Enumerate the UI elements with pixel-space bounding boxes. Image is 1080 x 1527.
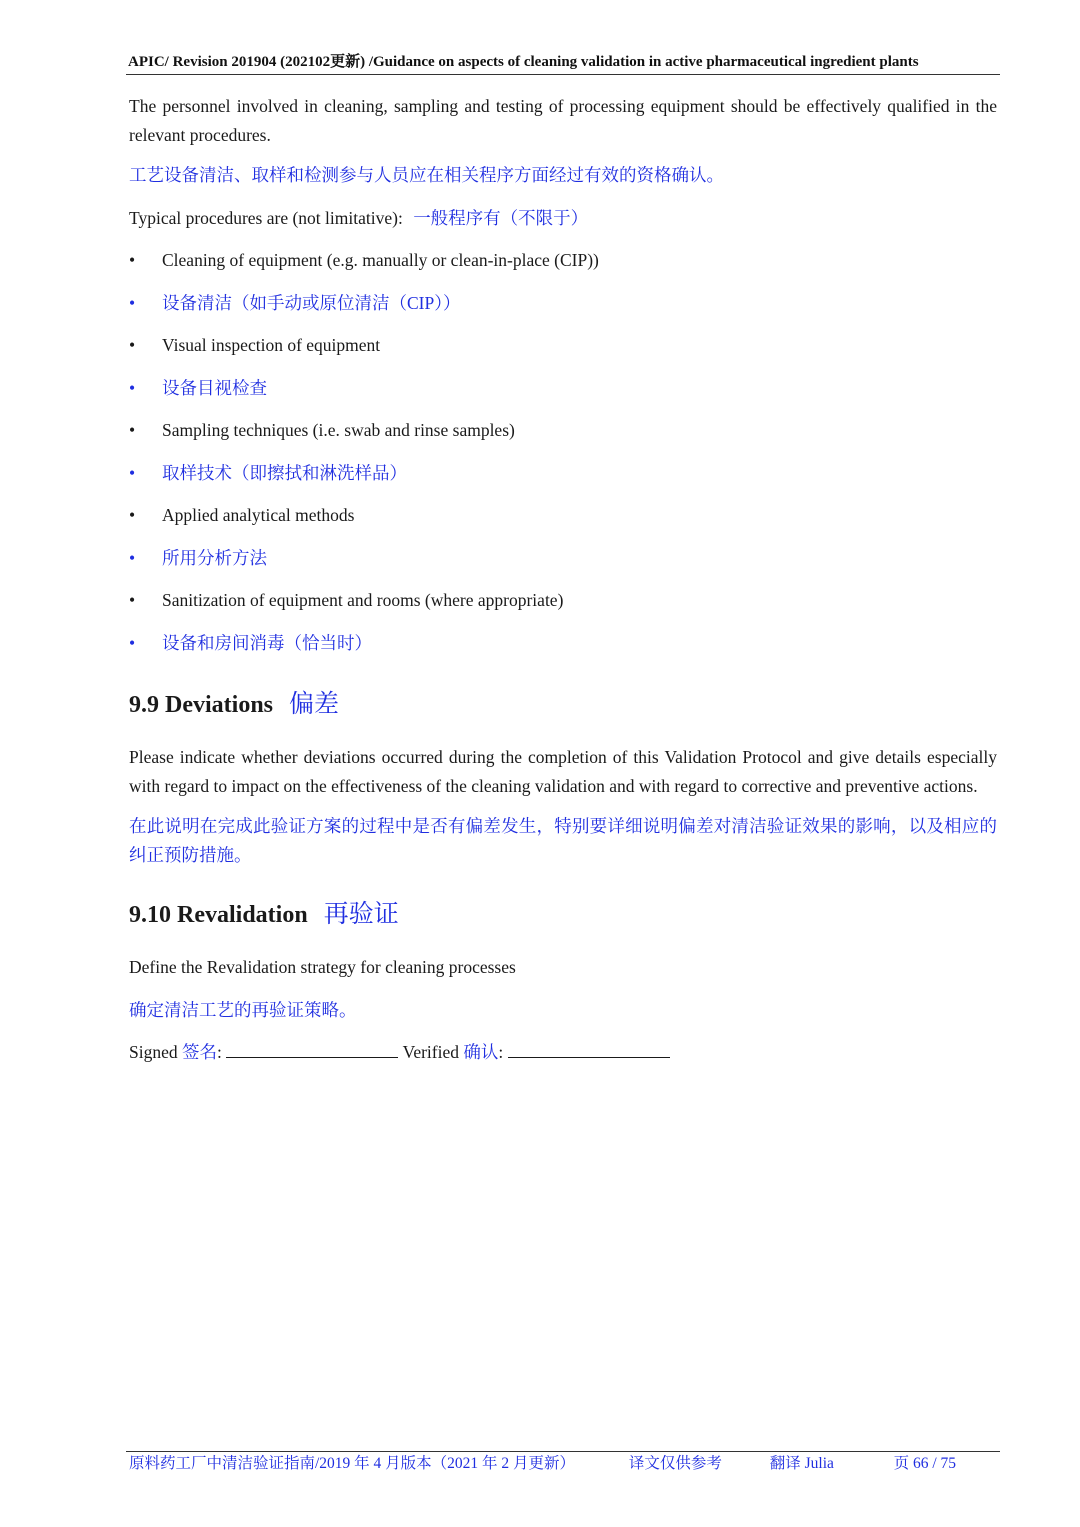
footer-page-number: 页 66 / 75 (893, 1455, 957, 1472)
footer-translator: 翻译 Julia (769, 1455, 834, 1472)
list-item-text-en: Visual inspection of equipment (162, 335, 381, 355)
deviations-paragraph-cn: 在此说明在完成此验证方案的过程中是否有偏差发生，特别要详细说明偏差对清洁验证效果的影响，以及相应的纠正预防措施。 (129, 816, 997, 865)
list-item (129, 374, 997, 403)
intro-paragraph-cn: 工艺设备清洁、取样和检测参与人员应在相关程序方面经过有效的资格确认。 (129, 165, 724, 185)
footer-title: 原料药工厂中清洁验证指南/2019 年 4 月版本（2021 年 2 月更新） (129, 1455, 576, 1472)
typical-procedures-line (129, 204, 997, 233)
list-item (129, 501, 997, 530)
verified-colon: : (498, 1042, 504, 1062)
verified-label-en: Verified (402, 1042, 459, 1062)
page-content (129, 92, 997, 1067)
signature-line (129, 1038, 997, 1067)
section-heading-revalidation (129, 899, 997, 931)
procedure-list (129, 246, 997, 657)
section-heading-en: 9.10 Revalidation (129, 902, 308, 928)
list-item-text-cn: 设备清洁（如手动或原位清洁（CIP）） (162, 292, 461, 313)
bullet-marker: • (129, 632, 136, 653)
bullet-marker: • (129, 547, 136, 568)
bullet-marker: • (129, 590, 136, 610)
signed-blank-field[interactable] (226, 1039, 398, 1058)
bullet-marker: • (129, 250, 136, 270)
list-item-text-en: Cleaning of equipment (e.g. manually or clean-in-place (CIP)) (162, 250, 599, 270)
signed-colon: : (217, 1042, 222, 1062)
intro-paragraph-en: The personnel involved in cleaning, sampling and testing of processing equipment should be effectively qualified in the relevant procedures. (129, 96, 997, 145)
bullet-marker: • (129, 292, 136, 313)
typical-procedures-cn: 一般程序有（不限于） (413, 207, 589, 228)
bullet-marker: • (129, 335, 136, 355)
footer-divider (126, 1451, 1000, 1452)
running-header: APIC/ Revision 201904 (202102更新) /Guidance on aspects of cleaning validation in active pharmaceutical ingredient plants (128, 54, 919, 70)
revalidation-paragraph-en: Define the Revalidation strategy for cleaning processes (129, 957, 516, 977)
bullet-marker: • (129, 420, 136, 440)
list-item (129, 459, 997, 488)
verified-blank-field[interactable] (508, 1039, 670, 1058)
verified-label-cn: 确认 (463, 1042, 499, 1062)
list-item-text-en: Sanitization of equipment and rooms (where appropriate) (162, 590, 564, 610)
list-item-text-en: Applied analytical methods (162, 505, 355, 525)
list-item (129, 629, 997, 658)
list-item (129, 246, 997, 275)
deviations-paragraph-en: Please indicate whether deviations occurred during the completion of this Validation Protocol and give details especially with regard to impact on the effectiveness of the cleaning validation and with regard to corrective and preventive actions. (129, 747, 997, 796)
list-item (129, 544, 997, 573)
section-heading-deviations (129, 689, 997, 721)
bullet-marker: • (129, 505, 136, 525)
signed-label-en: Signed (129, 1042, 178, 1062)
bullet-marker: • (129, 377, 136, 398)
footer-note: 译文仅供参考 (628, 1455, 722, 1472)
list-item (129, 586, 997, 615)
signed-label-cn: 签名 (182, 1042, 217, 1062)
section-heading-cn: 偏差 (289, 691, 340, 718)
revalidation-paragraph-cn: 确定清洁工艺的再验证策略。 (129, 999, 357, 1020)
list-item-text-cn: 取样技术（即擦拭和淋洗样品） (162, 462, 407, 483)
list-item-text-cn: 所用分析方法 (162, 547, 267, 568)
header-divider (126, 74, 1000, 75)
typical-procedures-en: Typical procedures are (not limitative): (129, 207, 403, 228)
bullet-marker: • (129, 462, 136, 483)
section-heading-cn: 再验证 (323, 901, 399, 928)
section-heading-en: 9.9 Deviations (129, 692, 273, 718)
list-item-text-en: Sampling techniques (i.e. swab and rinse samples) (162, 420, 515, 440)
list-item (129, 416, 997, 445)
list-item (129, 331, 997, 360)
running-footer (129, 1454, 989, 1474)
list-item-text-cn: 设备和房间消毒（恰当时） (162, 632, 372, 653)
list-item (129, 289, 997, 318)
list-item-text-cn: 设备目视检查 (162, 377, 267, 398)
